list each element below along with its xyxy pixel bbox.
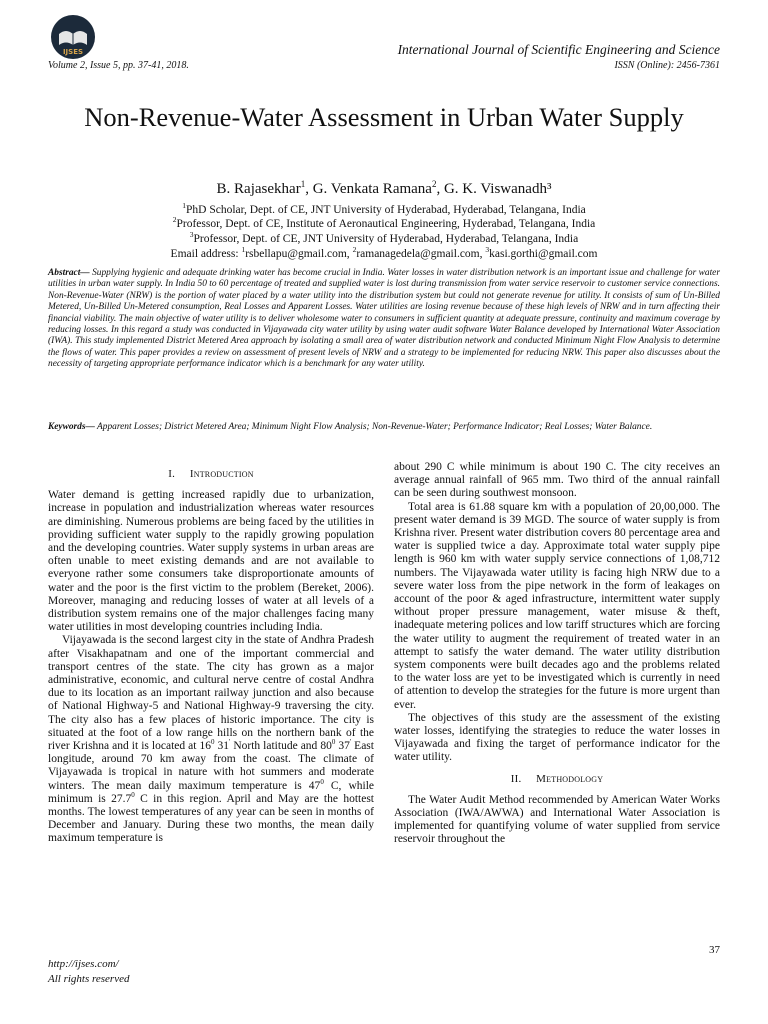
p2-sup-a: 0 [211,738,215,747]
aff3-text: Professor, Dept. of CE, JNT University of Hyderabad, Hyderabad, Telangana, India [193,232,579,245]
email-3[interactable]: kasi.gorthi@gmail.com [489,247,598,260]
keywords [48,422,720,434]
abstract-text: Supplying hygienic and adequate drinking water has become crucial in India. Water losses in water distribution network is an important issue and challenge for water utilities in urban water supply. In India 50 to 60 percentage of treated and supplied water is lost during transmission from water service reservoir to customer service connections. Non-Revenue-Water (NRW) is the portion of water placed by a water utility into the distribution system but could not generate revenue for utility. It consists of sum of Un-Billed Metered, Un-Billed Un-Metered consumption, Real Losses and Apparent Losses. Water utilities are losing revenue because of these high levels of NRW and in turn affecting their financial viability. The main objective of water utility is to deliver wholesome water to consumers in sufficient quantity at adequate pressure, continuity and maximum coverage by reducing losses. In this regard a study was conducted in Vijayawada city water utility by using water audit software Water Balance developed by International Water Association (IWA). This study implemented District Metered Area approach by isolating a small area of water distribution network and conducted Minimum Night Flow Analysis to determine the flows of water. This paper provides a review on assessment of present levels of NRW and a strategy to be implemented for reducing NRW. This paper also discusses about the necessity of targeting appropriate performance indicator which is a benchmark for any water utility. [48,268,720,370]
email-2-sup: 2 [352,245,357,254]
journal-name: International Journal of Scientific Engineering and Science [397,42,720,57]
p2-part-d: 37 [335,740,350,753]
p2-part-a: Vijayawada is the second largest city in the state of Andhra Pradesh after Visakhapatnam and one of the important commercial and transport centres of the state. The city has grown as a major administrative, economic, and cultural nerve centre of costal Andhra due to its location as an important railway junction and also because of National Highway-5 and National Highway-9 traversing the city. The city also has a few places of historic importance. The city is situated at the foot of a low range hills on the northern bank of the river Krishna and it is located at 16 [48,634,374,753]
p2-sup-d: ' [349,738,352,747]
aff3-sup: 3 [189,230,194,239]
intro-paragraph-2 [48,634,374,845]
right-column [394,461,720,847]
p2-sup-b: ' [229,738,231,747]
right-paragraph-1: about 290 C while minimum is about 190 C. The city receives an average annual rainfall of 965 mm. Two third of the annual rainfall can be seen during southwest monsoon. [394,461,720,500]
p2-sup-e: 0 [320,777,324,786]
p2-part-f: C, while minimum is 27.7 [48,779,374,805]
p2-part-b: 31 [214,740,230,753]
right-paragraph-4: The Water Audit Method recommended by American Water Works Association (IWA/AWWA) and International Water Association is implemented for quantifying volume of water supplied from service reservoir throughout the [394,793,720,846]
p2-sup-c: 0 [331,738,336,747]
footer-rights: All rights reserved [48,973,130,985]
email-line [48,243,720,261]
book-logo-icon [50,14,96,60]
email-1-sup: 1 [241,245,246,254]
p2-part-g: C in this region. April and May are the hottest months. The lowest temperatures of any year can be seen in months of December and January. During these two months, the mean daily maximum temperature is [48,792,374,845]
journal-logo [50,14,96,60]
aff2-sup: 2 [172,215,177,224]
aff1-text: PhD Scholar, Dept. of CE, JNT University of Hyderabad, Hyderabad, Telangana, India [186,203,586,216]
aff1-sup: 1 [182,201,186,210]
p2-sup-f: 0 [131,791,135,800]
author-list [48,179,720,198]
p2-part-e: East longitude, around 70 km away from the coast. The climate of Vijayawada is tropical in nature with hot summers and moderate winters. The mean daily maximum temperature is 47 [48,740,374,792]
left-column [48,466,374,846]
author-1: B. Rajasekhar [216,181,301,197]
logo-text: IJSES [62,48,84,56]
author-2: , G. Venkata Ramana [305,181,432,197]
page-number: 37 [709,944,720,956]
author-3: , G. K. Viswanadh³ [436,181,552,197]
right-paragraph-3: The objectives of this study are the assessment of the existing water losses, identifying the strategies to reduce the water losses in Vijayawada and fixing the target of performance indicator for the water utility. [394,711,720,764]
section-heading-methodology: II. Methodology [510,772,604,785]
email-prefix: Email address: [170,247,242,260]
section-heading-introduction: I. Introduction [168,468,254,480]
abstract [48,268,720,371]
volume-info: Volume 2, Issue 5, pp. 37-41, 2018. [48,60,189,71]
issn-info: ISSN (Online): 2456-7361 [614,60,720,71]
author-2-sup: 2 [431,179,437,189]
p2-part-c: North latitude and 80 [230,740,332,753]
paper-title: Non-Revenue-Water Assessment in Urban Water Supply [84,102,684,132]
email-2[interactable]: ramanagedela@gmail.com, [356,247,486,260]
email-1[interactable]: rsbellapu@gmail.com, [245,247,353,260]
right-paragraph-2: Total area is 61.88 square km with a population of 20,00,000. The present water demand is 39 MGD. The source of water supply is from Krishna river. Present water distribution covers 80 percentage area and water is supplied twice a day. Approximate total water supply pipe length is 960 km with water supply service connections of 1,08,712 numbers. The Vijayawada water utility is facing high NRW due to a severe water loss from the pipe network in the form of leakages on account of the poor & aged infrastructure, intermittent water supply without proper pressure management, water misuse & theft, inadequate metering polices and low tariff structures which are forcing the water utility to augment the requirement of treated water in an attempt to satisfy the water demand. The water utility distribution system components were built decades ago and the problems related to the water loss are yet to be investigated which is currently in need of attention to develop the strategies for the future is more urgent than ever. [394,500,720,711]
intro-paragraph-1: Water demand is getting increased rapidly due to urbanization, increase in population and industrialization whereas water resources are diminishing. Numerous problems are being faced by the utilities in providing sufficient water supply to the rapidly growing population and the developing countries. Water supply systems in urban areas are often unable to meet existing demands and are not available to everyone rather some consumers take disproportionate amounts of water and the poor is the first victim to the problem (Bereket, 2006). Moreover, managing and reducing losses of water at all levels of a distribution system remains one of the major challenges facing many water utilities in most developing countries including India. [48,489,374,634]
abstract-label: Abstract— [48,268,90,278]
keywords-text: Apparent Losses; District Metered Area; Minimum Night Flow Analysis; Non-Revenue-Water; Performance Indicator; Real Losses; Water Balance. [94,422,653,432]
email-3-sup: 3 [485,245,490,254]
author-1-sup: 1 [300,179,306,189]
footer-url-link[interactable]: http://ijses.com/ [48,958,119,970]
keywords-label: Keywords— [48,422,95,432]
aff2-text: Professor, Dept. of CE, Institute of Aeronautical Engineering, Hyderabad, Telangana, India [176,217,596,230]
